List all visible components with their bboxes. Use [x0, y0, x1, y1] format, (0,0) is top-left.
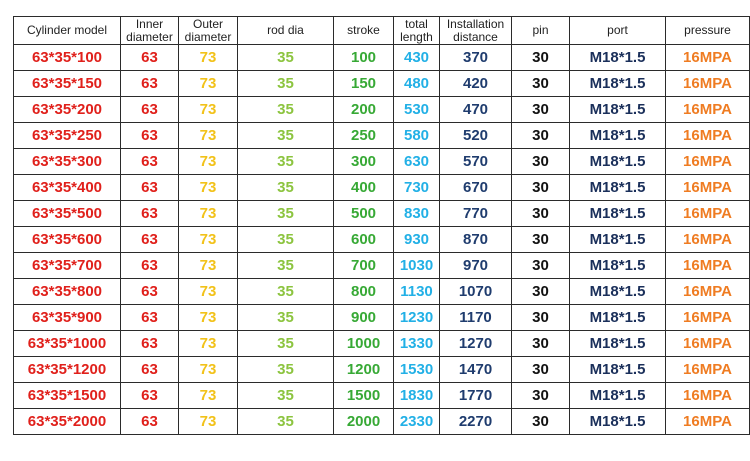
cell-pin: 30: [512, 123, 570, 149]
cell-pressure: 16MPA: [666, 123, 750, 149]
cell-rod-dia: 35: [238, 253, 334, 279]
table-header-row: [14, 17, 750, 45]
cell-inner-diameter: 63: [121, 201, 179, 227]
header-cylinder-model: Cylinder model: [14, 17, 121, 45]
cell-pin: 30: [512, 149, 570, 175]
cell-cylinder-model: 63*35*600: [14, 227, 121, 253]
cell-total-length: 630: [394, 149, 440, 175]
cell-stroke: 1200: [334, 357, 394, 383]
cell-inner-diameter: 63: [121, 383, 179, 409]
cell-outer-diameter: 73: [179, 357, 238, 383]
cell-installation-distance: 420: [440, 71, 512, 97]
header-port: port: [570, 17, 666, 45]
cell-inner-diameter: 63: [121, 409, 179, 435]
cell-installation-distance: 1070: [440, 279, 512, 305]
cell-installation-distance: 1770: [440, 383, 512, 409]
cell-pressure: 16MPA: [666, 45, 750, 71]
cell-outer-diameter: 73: [179, 331, 238, 357]
cell-port: M18*1.5: [570, 279, 666, 305]
cell-inner-diameter: 63: [121, 123, 179, 149]
cell-stroke: 2000: [334, 409, 394, 435]
table-row: [14, 149, 750, 175]
cell-total-length: 1030: [394, 253, 440, 279]
cell-pin: 30: [512, 97, 570, 123]
cell-cylinder-model: 63*35*1500: [14, 383, 121, 409]
cell-port: M18*1.5: [570, 305, 666, 331]
cell-pin: 30: [512, 71, 570, 97]
cell-stroke: 900: [334, 305, 394, 331]
cell-installation-distance: 870: [440, 227, 512, 253]
cell-installation-distance: 470: [440, 97, 512, 123]
cell-pressure: 16MPA: [666, 357, 750, 383]
cell-pressure: 16MPA: [666, 279, 750, 305]
cell-cylinder-model: 63*35*1200: [14, 357, 121, 383]
cell-cylinder-model: 63*35*700: [14, 253, 121, 279]
cell-rod-dia: 35: [238, 123, 334, 149]
cell-pressure: 16MPA: [666, 97, 750, 123]
cell-pin: 30: [512, 227, 570, 253]
cell-cylinder-model: 63*35*800: [14, 279, 121, 305]
cell-rod-dia: 35: [238, 149, 334, 175]
cell-total-length: 730: [394, 175, 440, 201]
cell-port: M18*1.5: [570, 357, 666, 383]
cell-pressure: 16MPA: [666, 175, 750, 201]
cell-total-length: 1830: [394, 383, 440, 409]
table-row: [14, 227, 750, 253]
table-row: [14, 97, 750, 123]
cell-inner-diameter: 63: [121, 279, 179, 305]
cell-total-length: 1330: [394, 331, 440, 357]
header-installation-distance: Installation distance: [440, 17, 512, 45]
cell-stroke: 1500: [334, 383, 394, 409]
cell-outer-diameter: 73: [179, 409, 238, 435]
cell-stroke: 150: [334, 71, 394, 97]
cell-port: M18*1.5: [570, 175, 666, 201]
cell-rod-dia: 35: [238, 279, 334, 305]
cell-total-length: 930: [394, 227, 440, 253]
cell-port: M18*1.5: [570, 149, 666, 175]
cell-pressure: 16MPA: [666, 227, 750, 253]
table-row: [14, 331, 750, 357]
cell-total-length: 530: [394, 97, 440, 123]
cell-cylinder-model: 63*35*400: [14, 175, 121, 201]
cell-installation-distance: 970: [440, 253, 512, 279]
cell-pressure: 16MPA: [666, 201, 750, 227]
cell-stroke: 100: [334, 45, 394, 71]
table-row: [14, 123, 750, 149]
cell-outer-diameter: 73: [179, 123, 238, 149]
table-row: [14, 253, 750, 279]
cell-inner-diameter: 63: [121, 45, 179, 71]
cell-stroke: 250: [334, 123, 394, 149]
table-row: [14, 357, 750, 383]
cell-cylinder-model: 63*35*300: [14, 149, 121, 175]
cell-rod-dia: 35: [238, 331, 334, 357]
cell-pressure: 16MPA: [666, 305, 750, 331]
cell-outer-diameter: 73: [179, 71, 238, 97]
cell-total-length: 580: [394, 123, 440, 149]
table-row: [14, 175, 750, 201]
cell-pin: 30: [512, 175, 570, 201]
cell-rod-dia: 35: [238, 409, 334, 435]
cell-stroke: 700: [334, 253, 394, 279]
cell-outer-diameter: 73: [179, 227, 238, 253]
cell-cylinder-model: 63*35*500: [14, 201, 121, 227]
cell-inner-diameter: 63: [121, 227, 179, 253]
table-row: [14, 45, 750, 71]
cell-rod-dia: 35: [238, 227, 334, 253]
cell-total-length: 1230: [394, 305, 440, 331]
header-outer-diameter: Outer diameter: [179, 17, 238, 45]
cell-port: M18*1.5: [570, 409, 666, 435]
cell-outer-diameter: 73: [179, 253, 238, 279]
cell-total-length: 2330: [394, 409, 440, 435]
cell-outer-diameter: 73: [179, 149, 238, 175]
cell-outer-diameter: 73: [179, 45, 238, 71]
cell-inner-diameter: 63: [121, 71, 179, 97]
cell-port: M18*1.5: [570, 227, 666, 253]
cell-pin: 30: [512, 253, 570, 279]
cell-outer-diameter: 73: [179, 201, 238, 227]
table-row: [14, 279, 750, 305]
cell-inner-diameter: 63: [121, 175, 179, 201]
cell-stroke: 200: [334, 97, 394, 123]
cell-pin: 30: [512, 331, 570, 357]
cell-rod-dia: 35: [238, 357, 334, 383]
cell-port: M18*1.5: [570, 123, 666, 149]
cell-pressure: 16MPA: [666, 383, 750, 409]
cell-pin: 30: [512, 305, 570, 331]
cell-installation-distance: 670: [440, 175, 512, 201]
cell-pin: 30: [512, 279, 570, 305]
table-row: [14, 305, 750, 331]
header-total-length: total length: [394, 17, 440, 45]
cell-cylinder-model: 63*35*900: [14, 305, 121, 331]
cell-installation-distance: 1470: [440, 357, 512, 383]
cell-pressure: 16MPA: [666, 71, 750, 97]
cell-total-length: 1530: [394, 357, 440, 383]
cell-installation-distance: 1170: [440, 305, 512, 331]
cell-inner-diameter: 63: [121, 253, 179, 279]
cell-port: M18*1.5: [570, 383, 666, 409]
cell-cylinder-model: 63*35*150: [14, 71, 121, 97]
cell-total-length: 1130: [394, 279, 440, 305]
cell-port: M18*1.5: [570, 71, 666, 97]
table-row: [14, 409, 750, 435]
header-stroke: stroke: [334, 17, 394, 45]
cell-pin: 30: [512, 409, 570, 435]
cell-stroke: 1000: [334, 331, 394, 357]
cell-stroke: 800: [334, 279, 394, 305]
cell-outer-diameter: 73: [179, 279, 238, 305]
cell-inner-diameter: 63: [121, 357, 179, 383]
table-row: [14, 383, 750, 409]
cell-rod-dia: 35: [238, 201, 334, 227]
cylinder-spec-table: [13, 16, 750, 435]
cell-inner-diameter: 63: [121, 149, 179, 175]
cell-stroke: 500: [334, 201, 394, 227]
cell-stroke: 400: [334, 175, 394, 201]
cell-installation-distance: 570: [440, 149, 512, 175]
cell-pressure: 16MPA: [666, 253, 750, 279]
spec-table-container: [13, 16, 750, 435]
header-inner-diameter: Inner diameter: [121, 17, 179, 45]
cell-outer-diameter: 73: [179, 175, 238, 201]
cell-pressure: 16MPA: [666, 149, 750, 175]
cell-pin: 30: [512, 357, 570, 383]
cell-pressure: 16MPA: [666, 331, 750, 357]
cell-port: M18*1.5: [570, 97, 666, 123]
cell-total-length: 830: [394, 201, 440, 227]
cell-stroke: 300: [334, 149, 394, 175]
cell-pin: 30: [512, 383, 570, 409]
cell-cylinder-model: 63*35*2000: [14, 409, 121, 435]
cell-installation-distance: 1270: [440, 331, 512, 357]
cell-cylinder-model: 63*35*200: [14, 97, 121, 123]
cell-cylinder-model: 63*35*250: [14, 123, 121, 149]
cell-pin: 30: [512, 201, 570, 227]
table-row: [14, 71, 750, 97]
cell-port: M18*1.5: [570, 201, 666, 227]
cell-cylinder-model: 63*35*100: [14, 45, 121, 71]
cell-total-length: 480: [394, 71, 440, 97]
cell-installation-distance: 770: [440, 201, 512, 227]
cell-rod-dia: 35: [238, 45, 334, 71]
cell-port: M18*1.5: [570, 45, 666, 71]
cell-total-length: 430: [394, 45, 440, 71]
header-pin: pin: [512, 17, 570, 45]
cell-stroke: 600: [334, 227, 394, 253]
cell-rod-dia: 35: [238, 305, 334, 331]
cell-inner-diameter: 63: [121, 331, 179, 357]
cell-installation-distance: 2270: [440, 409, 512, 435]
cell-cylinder-model: 63*35*1000: [14, 331, 121, 357]
cell-outer-diameter: 73: [179, 97, 238, 123]
cell-outer-diameter: 73: [179, 383, 238, 409]
cell-port: M18*1.5: [570, 331, 666, 357]
table-row: [14, 201, 750, 227]
header-pressure: pressure: [666, 17, 750, 45]
cell-rod-dia: 35: [238, 71, 334, 97]
header-rod-dia: rod dia: [238, 17, 334, 45]
cell-pin: 30: [512, 45, 570, 71]
cell-installation-distance: 370: [440, 45, 512, 71]
cell-rod-dia: 35: [238, 97, 334, 123]
cell-inner-diameter: 63: [121, 305, 179, 331]
cell-rod-dia: 35: [238, 175, 334, 201]
cell-pressure: 16MPA: [666, 409, 750, 435]
cell-inner-diameter: 63: [121, 97, 179, 123]
cell-outer-diameter: 73: [179, 305, 238, 331]
cell-port: M18*1.5: [570, 253, 666, 279]
cell-installation-distance: 520: [440, 123, 512, 149]
cell-rod-dia: 35: [238, 383, 334, 409]
